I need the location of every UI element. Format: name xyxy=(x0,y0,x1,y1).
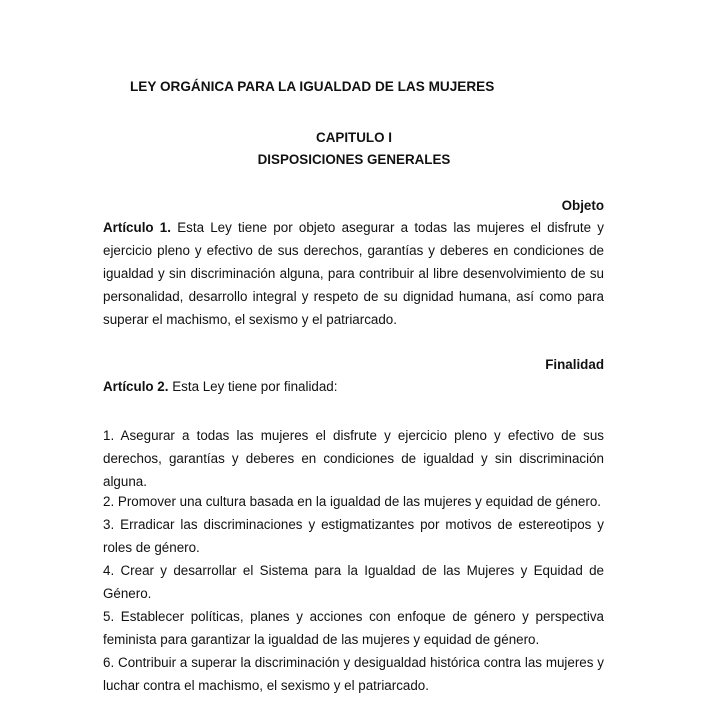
article-1-paragraph xyxy=(103,216,604,331)
list-item: 4. Crear y desarrollar el Sistema para la Igualdad de las Mujeres y Equidad de Género. xyxy=(103,563,604,601)
list-item: 2. Promover una cultura basada en la igualdad de las mujeres y equidad de género. xyxy=(103,494,602,509)
chapter-title: DISPOSICIONES GENERALES xyxy=(257,152,451,167)
list-item: 5. Establecer políticas, planes y acciones con enfoque de género y perspectiva feminista para garantizar la igualdad de las mujeres y equidad de género. xyxy=(103,609,604,647)
article-2-heading: Finalidad xyxy=(545,357,604,372)
article-2-label: Artículo 2. xyxy=(103,379,169,394)
list-item: 1. Asegurar a todas las mujeres el disfrute y ejercicio pleno y efectivo de sus derechos, garantías y deberes en condiciones de igualdad y sin discriminación alguna. xyxy=(103,428,604,489)
chapter-number: CAPITULO I xyxy=(316,130,392,145)
list-item: 3. Erradicar las discriminaciones y estigmatizantes por motivos de estereotipos y roles de género. xyxy=(103,517,604,555)
article-2-paragraph xyxy=(103,375,337,398)
article-2-text: Esta Ley tiene por finalidad: xyxy=(172,379,338,394)
article-1-label: Artículo 1. xyxy=(103,220,171,235)
list-item: 6. Contribuir a superar la discriminación y desigualdad histórica contra las mujeres y luchar contra el machismo, el sexismo y el patriarcado. xyxy=(103,655,604,693)
article-1-text: Esta Ley tiene por objeto asegurar a todas las mujeres el disfrute y ejercicio pleno y efectivo de sus derechos, garantías y deberes en condiciones de igualdad y sin discriminación alguna, para contribuir al libre desenvolvimiento de su personalidad, desarrollo integral y respeto de su dignidad humana, así como para superar el machismo, el sexismo y el patriarcado. xyxy=(103,220,604,327)
document-title: LEY ORGÁNICA PARA LA IGUALDAD DE LAS MUJERES xyxy=(130,79,495,94)
article-1-heading: Objeto xyxy=(561,198,604,213)
